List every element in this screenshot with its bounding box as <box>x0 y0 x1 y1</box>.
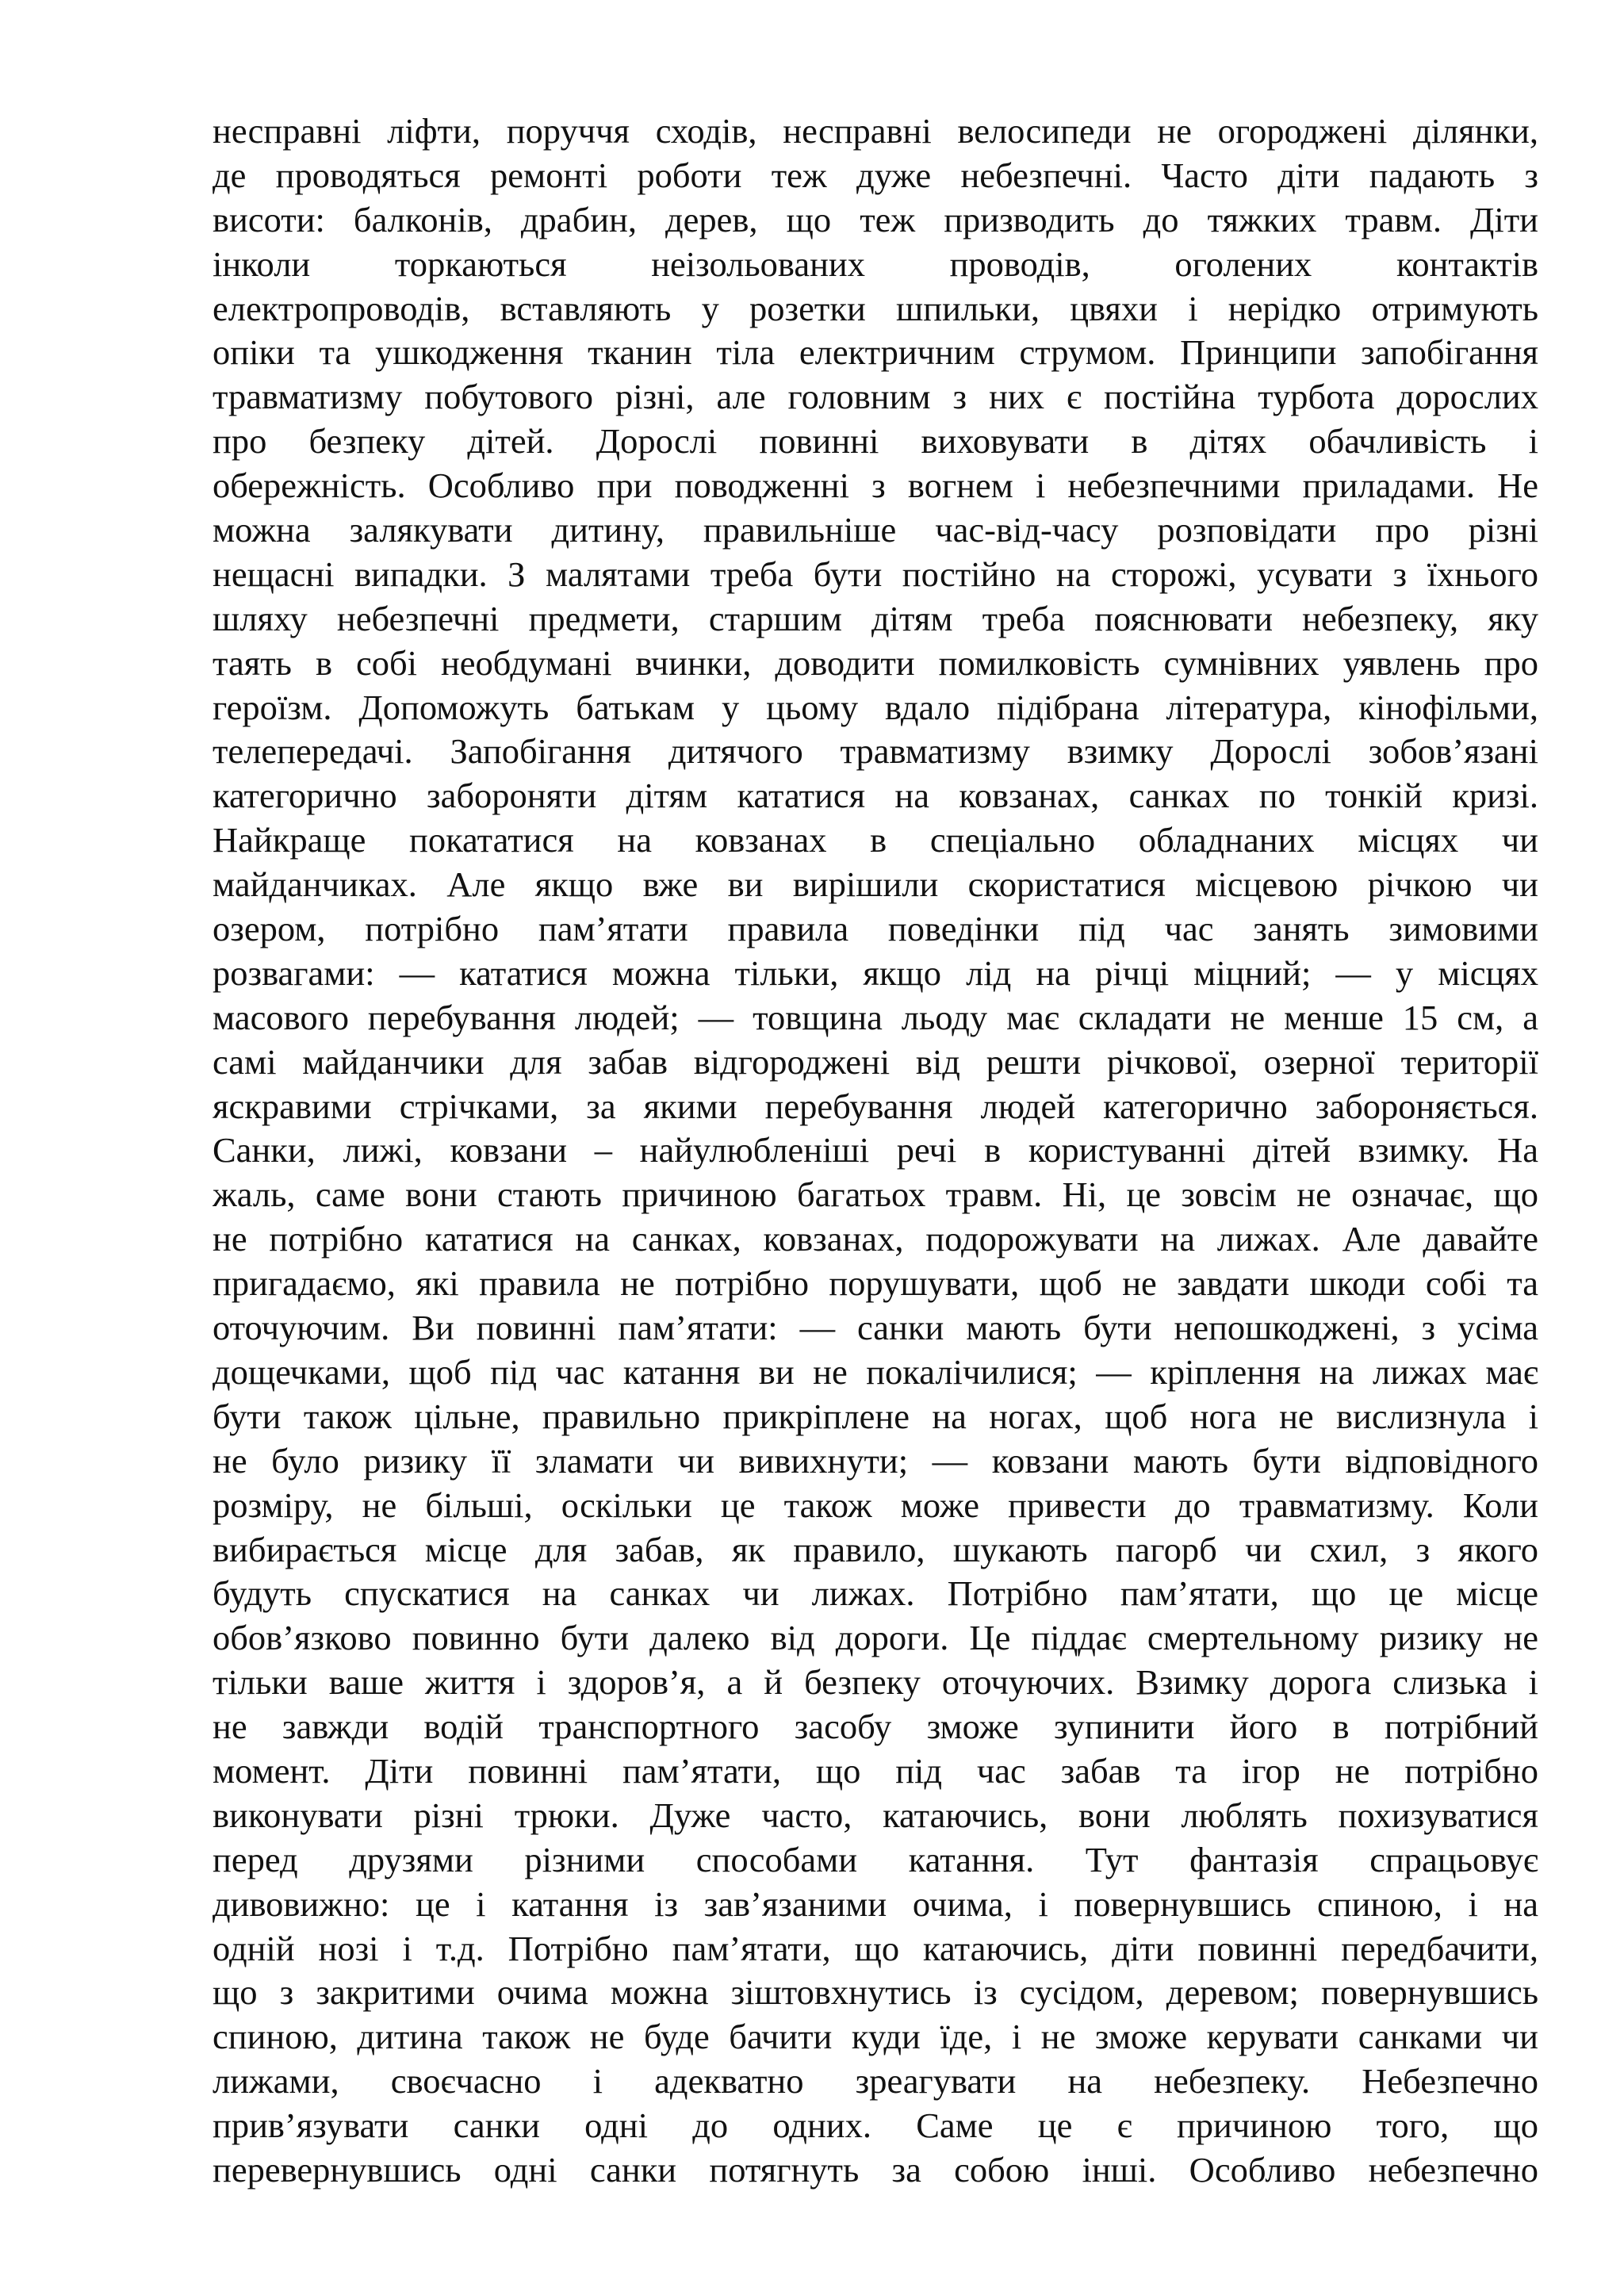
text-line: момент. Діти повинні пам’ятати, що під час забав та ігор не потрібно <box>213 1750 1538 1791</box>
text-line: розвагами: — кататися можна тільки, якщо лід на річці міцний; — у місцях <box>213 952 1538 993</box>
text-line: оточуючим. Ви повинні пам’ятати: — санки мають бути непошкоджені, з усіма <box>213 1308 1538 1348</box>
text-line: розміру, не більші, оскільки це також може привести до травматизму. Коли <box>213 1485 1538 1525</box>
text-line: що з закритими очима можна зіштовхнутись із сусідом, деревом; повернувшись <box>213 1972 1538 2013</box>
text-line: про безпеку дітей. Дорослі повинні виховувати в дітях обачливість і <box>213 421 1538 462</box>
text-line: прив’язувати санки одні до одних. Саме це є причиною того, що <box>213 2105 1538 2146</box>
text-line: самі майданчики для забав відгороджені від решти річкової, озерної території <box>213 1041 1538 1082</box>
text-line: Найкраще покататися на ковзанах в спеціально обладнаних місцях чи <box>213 820 1538 860</box>
text-line: телепередачі. Запобігання дитячого травматизму взимку Дорослі зобов’язані <box>213 731 1538 772</box>
text-line: виконувати різні трюки. Дуже часто, катаючись, вони люблять похизуватися <box>213 1795 1538 1835</box>
text-line: озером, потрібно пам’ятати правила поведінки під час занять зимовими <box>213 909 1538 949</box>
text-line: лижами, своєчасно і адекватно зреагувати на небезпеку. Небезпечно <box>213 2061 1538 2102</box>
text-line: спиною, дитина також не буде бачити куди їде, і не зможе керувати санками чи <box>213 2017 1538 2057</box>
text-line: Санки, лижі, ковзани – найулюбленіші речі в користуванні дітей взимку. На <box>213 1130 1538 1170</box>
text-line: пригадаємо, які правила не потрібно порушувати, щоб не завдати шкоди собі та <box>213 1263 1538 1304</box>
text-line: де проводяться ремонті роботи теж дуже небезпечні. Часто діти падають з <box>213 155 1538 195</box>
text-line: несправні ліфти, поруччя сходів, несправні велосипеди не огороджені ділянки, <box>213 111 1538 151</box>
text-line: масового перебування людей; — товщина льоду має складати не менше 15 см, а <box>213 997 1538 1037</box>
text-line: перед друзями різними способами катання. Тут фантазія спрацьовує <box>213 1839 1538 1879</box>
text-line: опіки та ушкодження тканин тіла електричним струмом. Принципи запобігання <box>213 332 1538 373</box>
text-line: дощечками, щоб під час катання ви не покалічилися; — кріплення на лижах має <box>213 1351 1538 1392</box>
text-line: не потрібно кататися на санках, ковзанах, подорожувати на лижах. Але давайте <box>213 1219 1538 1259</box>
text-line: дивовижно: це і катання із зав’язаними очима, і повернувшись спиною, і на <box>213 1883 1538 1924</box>
text-line: можна залякувати дитину, правильніше час-від-часу розповідати про різні <box>213 510 1538 550</box>
text-line: не було ризику її зламати чи вивихнути; — ковзани мають бути відповідного <box>213 1440 1538 1481</box>
text-line: героїзм. Допоможуть батькам у цьому вдало підібрана література, кінофільми, <box>213 687 1538 727</box>
text-line: таять в собі необдумані вчинки, доводити помилковість сумнівних уявлень про <box>213 642 1538 683</box>
document-page <box>213 109 1538 2193</box>
text-line: електропроводів, вставляють у розетки шпильки, цвяхи і нерідко отримують <box>213 288 1538 328</box>
text-line: будуть спускатися на санках чи лижах. Потрібно пам’ятати, що це місце <box>213 1573 1538 1614</box>
text-line: перевернувшись одні санки потягнуть за собою інші. Особливо небезпечно <box>213 2149 1538 2190</box>
text-line: вибирається місце для забав, як правило, шукають пагорб чи схил, з якого <box>213 1529 1538 1569</box>
text-line: висоти: балконів, драбин, дерев, що теж призводить до тяжких травм. Діти <box>213 199 1538 239</box>
text-line: не завжди водій транспортного засобу зможе зупинити його в потрібний <box>213 1707 1538 1747</box>
text-line: категорично забороняти дітям кататися на ковзанах, санках по тонкій кризі. <box>213 776 1538 816</box>
text-line: бути також цільне, правильно прикріплене на ногах, щоб нога не вислизнула і <box>213 1396 1538 1436</box>
text-line: шляху небезпечні предмети, старшим дітям треба пояснювати небезпеку, яку <box>213 598 1538 638</box>
text-line: яскравими стрічками, за якими перебування людей категорично забороняється. <box>213 1086 1538 1126</box>
text-line: інколи торкаються неізольованих проводів, оголених контактів <box>213 243 1538 284</box>
text-line: тільки ваше життя і здоров’я, а й безпеку оточуючих. Взимку дорога слизька і <box>213 1662 1538 1703</box>
text-line: обов’язково повинно бути далеко від дороги. Це піддає смертельному ризику не <box>213 1618 1538 1658</box>
body-text <box>213 109 1538 2193</box>
text-line: обережність. Особливо при поводженні з вогнем і небезпечними приладами. Не <box>213 466 1538 506</box>
text-line: нещасні випадки. З малятами треба бути постійно на сторожі, усувати з їхнього <box>213 554 1538 594</box>
text-line: майданчиках. Але якщо вже ви вирішили скористатися місцевою річкою чи <box>213 864 1538 905</box>
text-line: травматизму побутового різні, але головним з них є постійна турбота дорослих <box>213 377 1538 417</box>
text-line: жаль, саме вони стають причиною багатьох травм. Ні, це зовсім не означає, що <box>213 1174 1538 1215</box>
text-line: одній нозі і т.д. Потрібно пам’ятати, що катаючись, діти повинні передбачити, <box>213 1928 1538 1968</box>
